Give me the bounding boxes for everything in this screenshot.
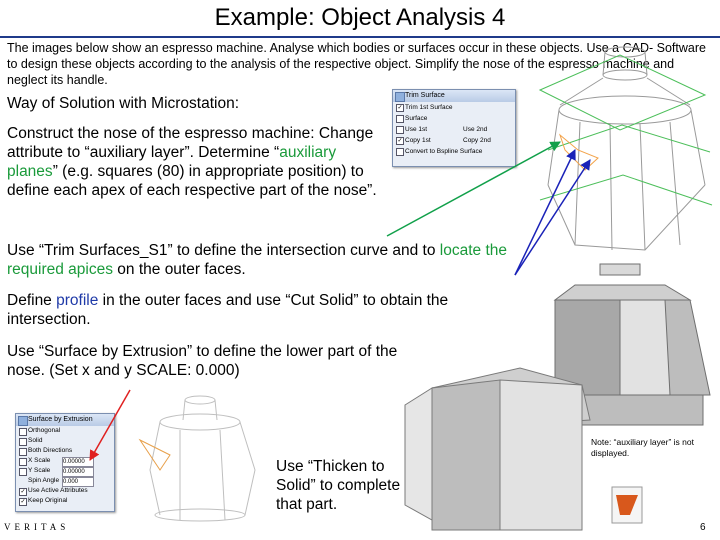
extrusion-row-label: Both Directions — [28, 447, 73, 454]
trim-copy-2nd-label: Copy 2nd — [463, 137, 491, 144]
x-scale-field[interactable]: 0.00000 — [62, 457, 94, 467]
spin-angle-field[interactable]: 0.000 — [62, 477, 94, 487]
step3-text-b: in the outer faces and use “Cut Solid” to obtain the intersection. — [7, 292, 449, 328]
x-scale-label: X Scale — [28, 457, 51, 464]
trim-row-label: Copy 1st — [405, 137, 431, 144]
step2-text-b: on the outer faces. — [112, 261, 246, 278]
step1-highlight: auxiliary planes — [7, 144, 337, 180]
trim-row-label: Convert to Bspline Surface — [405, 148, 483, 155]
checkbox-checked[interactable]: ✓ — [20, 499, 26, 505]
step2-text-a: Use “Trim Surfaces_S1” to define the intersection curve and to — [7, 242, 440, 259]
checkbox-checked[interactable]: ✓ — [397, 105, 403, 111]
veritas-logo: VERITAS — [4, 522, 70, 532]
checkbox-checked[interactable]: ✓ — [397, 138, 403, 144]
step-thicken-solid: Use “Thicken to Solid” to complete that part. — [276, 458, 401, 513]
y-scale-field[interactable]: 0.00000 — [62, 467, 94, 477]
checkbox-checked[interactable]: ✓ — [20, 489, 26, 495]
intro-text: The images below show an espresso machine. Analyse which bodies or surfaces occur in these objects. Use a CAD- Software to design these objects according to the analysis of the respective object. Simplify the nose of the espresso machine and neglect its handle. — [7, 41, 706, 87]
trim-row-label: Use 1st — [405, 126, 428, 133]
slide-title: Example: Object Analysis 4 — [0, 0, 720, 36]
step2-highlight: locate the required apices — [7, 242, 507, 278]
arrow-red-to-scale-fields — [90, 390, 130, 460]
trim-dialog-title-text: Trim Surface — [405, 92, 445, 99]
extrusion-dialog-title-text: Surface by Extrusion — [28, 416, 93, 423]
extrusion-row-label: Orthogonal — [28, 427, 61, 434]
step3-highlight: profile — [56, 292, 99, 309]
trim-row-label: Surface — [405, 115, 428, 122]
arrow-blue-to-apices — [515, 150, 575, 275]
extrusion-row-label: Solid — [28, 437, 43, 444]
auxiliary-layer-note: Note: “auxiliary layer” is not displayed. — [591, 437, 694, 458]
trim-row-label: Trim 1st Surface — [405, 104, 453, 111]
extrusion-row-label: Use Active Attributes — [28, 487, 88, 494]
application-icon — [612, 487, 642, 523]
y-scale-label: Y Scale — [28, 467, 51, 474]
trim-use-2nd-label: Use 2nd — [463, 126, 488, 133]
step1-text-b: ” (e.g. squares (80) in appropriate position) to define each apex of each respective part of the nose”. — [7, 163, 377, 199]
wireframe-espresso-machine-left — [140, 396, 255, 521]
solid-espresso-machine-bottom — [405, 368, 590, 530]
step1-text-a: Construct the nose of the espresso machine: Change attribute to “auxiliary layer”. Determine “ — [7, 125, 374, 161]
wireframe-espresso-machine-top — [540, 47, 712, 250]
step-surface-extrusion: Use “Surface by Extrusion” to define the lower part of the nose. (Set x and y SCALE: 0.000) — [7, 343, 398, 379]
arrow-green-to-planes — [387, 142, 560, 236]
arrow-blue-to-profile — [515, 160, 590, 275]
spin-angle-label: Spin Angle — [28, 477, 60, 484]
extrusion-row-label: Keep Original — [28, 497, 68, 504]
step3-text-a: Define — [7, 292, 57, 309]
page-number: 6 — [700, 522, 706, 533]
subheading: Way of Solution with Microstation: — [7, 95, 240, 112]
